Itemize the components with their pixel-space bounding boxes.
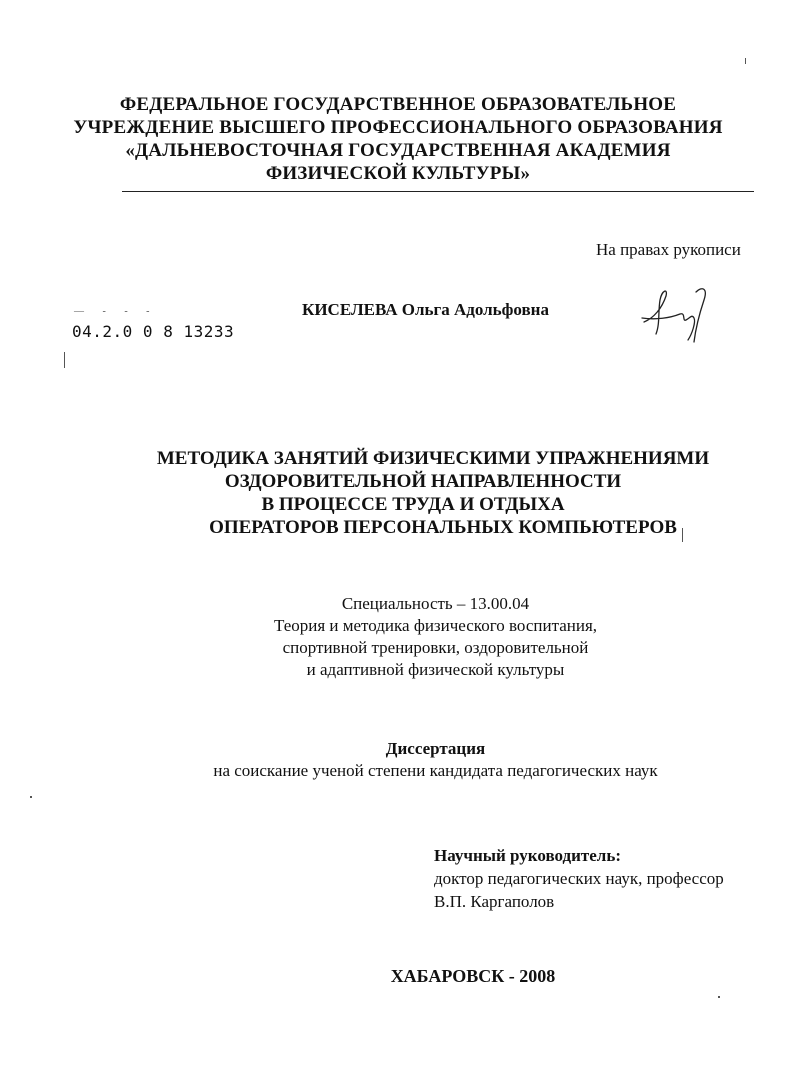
title-line: ОЗДОРОВИТЕЛЬНОЙ НАПРАВЛЕННОСТИ	[224, 471, 622, 492]
supervisor-block	[434, 844, 724, 913]
institution-line: ФЕДЕРАЛЬНОЕ ГОСУДАРСТВЕННОЕ ОБРАЗОВАТЕЛЬНОЕ	[119, 94, 677, 115]
author-name: КИСЕЛЕВА Ольга Адольфовна	[302, 300, 549, 319]
scan-speck	[30, 796, 32, 798]
institution-line: УЧРЕЖДЕНИЕ ВЫСШЕГО ПРОФЕССИОНАЛЬНОГО ОБРАЗОВАНИЯ	[73, 117, 723, 138]
title-line: МЕТОДИКА ЗАНЯТИЙ ФИЗИЧЕСКИМИ УПРАЖНЕНИЯМИ	[156, 448, 710, 469]
specialty-block	[0, 593, 796, 681]
institution-line: «ДАЛЬНЕВОСТОЧНАЯ ГОСУДАРСТВЕННАЯ АКАДЕМИЯ	[125, 140, 671, 161]
scan-speck	[682, 528, 683, 542]
scan-speck	[745, 58, 746, 64]
scan-speck	[64, 352, 65, 368]
institution-line: ФИЗИЧЕСКОЙ КУЛЬТУРЫ»	[265, 163, 531, 184]
supervisor-degree: доктор педагогических наук, профессор	[434, 869, 724, 888]
dissertation-block	[0, 738, 796, 782]
archive-stamp: 04.2.0 0 8 13233	[72, 322, 235, 341]
signature-icon	[636, 278, 716, 348]
title-line: В ПРОЦЕССЕ ТРУДА И ОТДЫХА	[261, 494, 565, 515]
specialty-name-line: и адаптивной физической культуры	[306, 660, 565, 679]
supervisor-name: В.П. Каргаполов	[434, 892, 555, 911]
stamp-marks: — - - -	[74, 306, 158, 317]
dissertation-purpose: на соискание ученой степени кандидата педагогических наук	[213, 761, 658, 780]
specialty-name-line: Теория и методика физического воспитания,	[273, 616, 598, 635]
dissertation-label: Диссертация	[385, 739, 486, 758]
title-line: ОПЕРАТОРОВ ПЕРСОНАЛЬНЫХ КОМПЬЮТЕРОВ	[209, 517, 677, 538]
supervisor-label: Научный руководитель:	[434, 846, 621, 865]
dissertation-title	[0, 447, 796, 539]
scan-speck	[718, 996, 720, 998]
specialty-code: Специальность – 13.00.04	[341, 594, 530, 613]
header-divider	[122, 191, 754, 192]
rights-note: На правах рукописи	[596, 240, 741, 259]
city-year: ХАБАРОВСК - 2008	[390, 966, 556, 986]
specialty-name-line: спортивной тренировки, оздоровительной	[282, 638, 589, 657]
institution-header	[0, 93, 796, 185]
